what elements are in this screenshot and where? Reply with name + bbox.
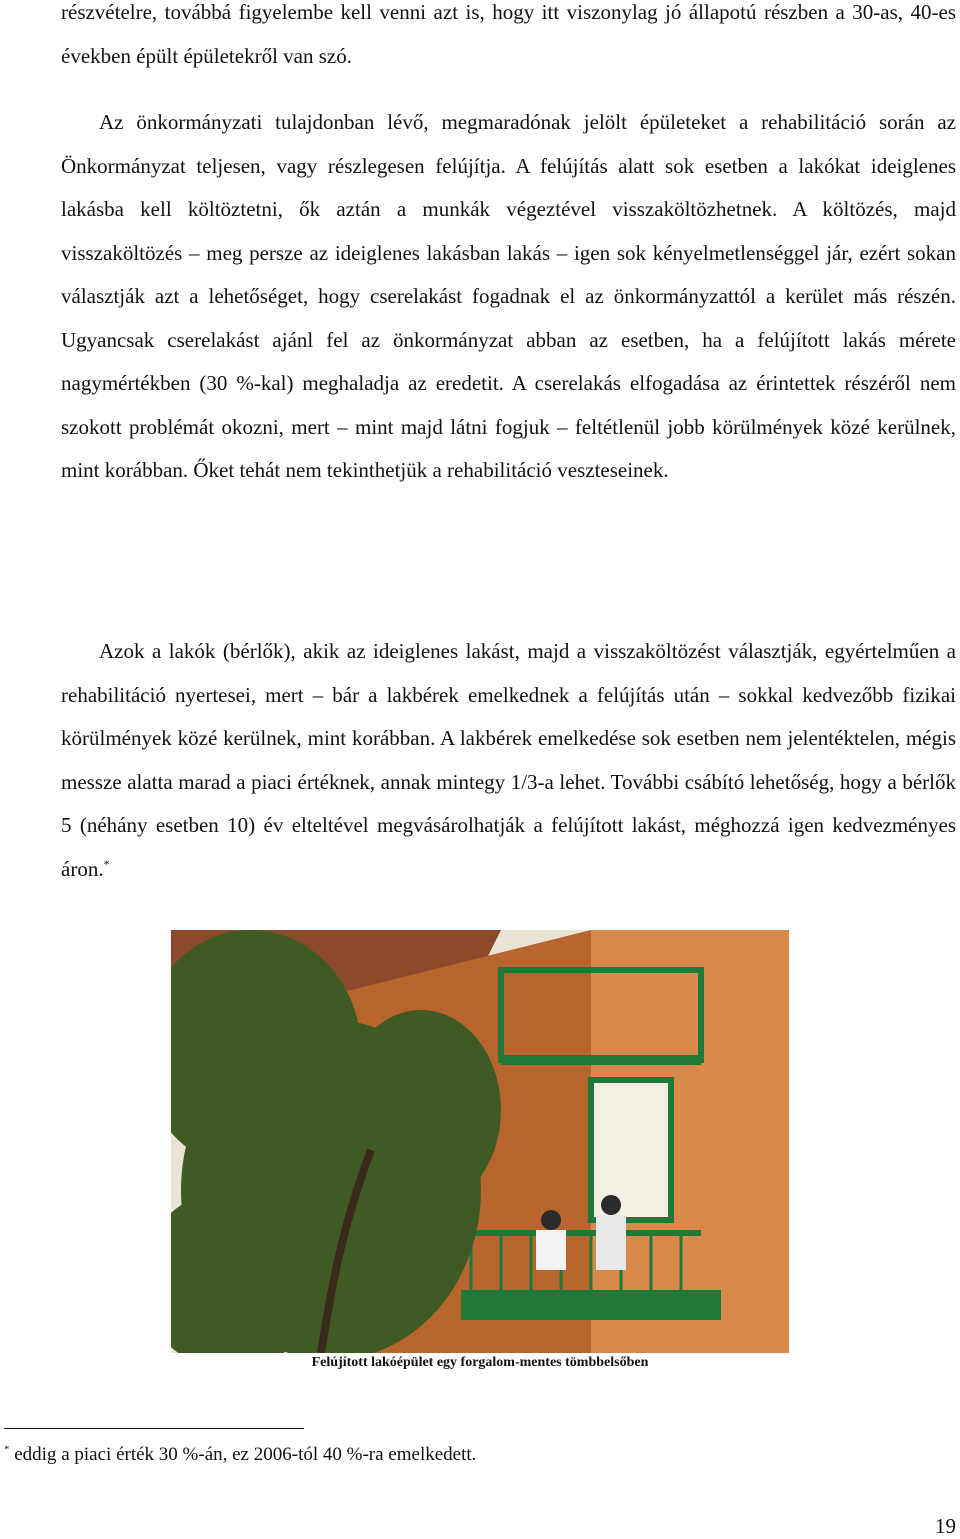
footnote-mark: *: [4, 1443, 10, 1456]
building-photo: [171, 930, 789, 1353]
footnote: [4, 1442, 476, 1468]
building-photo-illustration: [171, 930, 789, 1353]
paragraph-continuation: részvételre, továbbá figyelembe kell venni azt is, hogy itt viszonylag jó állapotú részben a 30-as, 40-es években épült épületekről van szó.: [61, 0, 956, 68]
paragraph-tenants: [61, 630, 956, 891]
photo-caption: Felújított lakóépület egy forgalom-mentes tömbbelsőben: [311, 1355, 649, 1370]
footnote-reference: *: [103, 856, 110, 871]
footnote-separator: [4, 1428, 304, 1429]
footnote-text: eddig a piaci érték 30 %-án, ez 2006-tól 40 %-ra emelkedett.: [9, 1444, 477, 1465]
paragraph-renovation: Az önkormányzati tulajdonban lévő, megmaradónak jelölt épületeket a rehabilitáció során az Önkormányzat teljesen, vagy részlegesen felújítja. A felújítás alatt sok esetben a lakókat ideiglenes lakásba kell költöztetni, ők aztán a munkák végeztével visszaköltözhetnek. A költözés, majd visszaköltözés – meg persze az ideiglenes lakásban lakás – igen sok kényelmetlenséggel jár, ezért sokan választják azt a lehetőséget, hogy cserelakást fogadnak el az önkormányzattól a kerület más részén. Ugyancsak cserelakást ajánl fel az önkormányzat abban az esetben, ha a felújított lakás mérete nagymértékben (30 %-kal) meghaladja az eredetit. A cserelakás elfogadása az érintettek részéről nem szokott problémát okozni, mert – mint majd látni fogjuk – feltétlenül jobb körülmények közé kerülnek, mint korábban. Őket tehát nem tekinthetjük a rehabilitáció veszteseinek.: [61, 110, 956, 482]
paragraph-tenants-text: Azok a lakók (bérlők), akik az ideiglenes lakást, majd a visszaköltözést választják, egyértelműen a rehabilitáció nyertesei, mert – bár a lakbérek emelkednek a felújítás után – sokkal kedvezőbb fizikai körülmények közé kerülnek, mint korábban. A lakbérek emelkedése sok esetben nem jelentéktelen, mégis messze alatta marad a piaci értéknek, annak mintegy 1/3-a lehet. További csábító lehetőség, hogy a bérlők 5 (néhány esetben 10) év elteltével megvásárolhatják a felújított lakást, méghozzá igen kedvezményes áron.: [61, 639, 956, 881]
page-number: 19: [935, 1514, 956, 1538]
